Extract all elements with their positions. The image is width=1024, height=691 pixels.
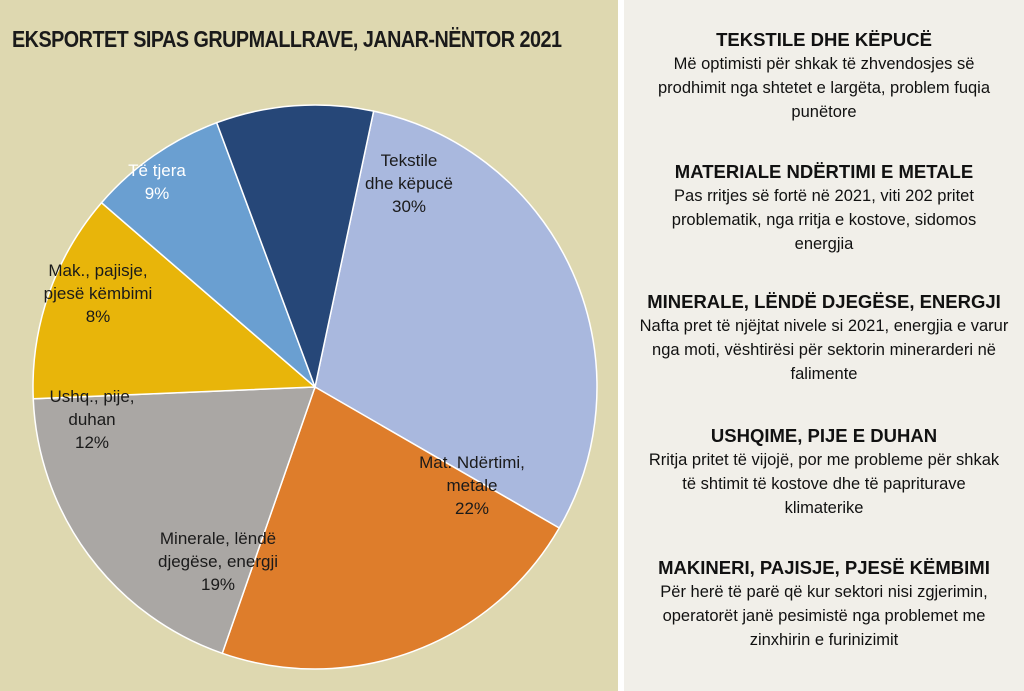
slice-name-line: Tekstile	[380, 151, 438, 170]
slice-name-line: djegëse, energji	[157, 552, 279, 571]
note-construction-metals	[624, 160, 1024, 256]
note-heading: MINERALE, LËNDË DJEGËSE, ENERGJI	[647, 291, 1001, 312]
slice-name-line: Minerale, lëndë	[159, 529, 277, 548]
note-heading: TEKSTILE DHE KËPUCË	[716, 29, 932, 50]
slice-name-line: pjesë këmbimi	[43, 284, 153, 303]
slice-name-line: Mat. Ndërtimi,	[419, 453, 525, 472]
slice-value-label: 22%	[454, 499, 490, 518]
note-text: Nafta pret të njëjtat nivele si 2021, energjia e varur nga moti, vështirësi për sektorin minerarderi në falimente	[639, 317, 1009, 383]
slice-value-label: 19%	[200, 575, 236, 594]
slice-name-line: Ushq., pije,	[49, 387, 135, 406]
slice-value-label: 8%	[85, 307, 111, 326]
note-text: Rritja pritet të vijojë, por me probleme për shkak të shtimit të kostove dhe të papriturave klimaterike	[648, 451, 1000, 517]
slice-name-line: duhan	[68, 410, 116, 429]
notes-panel	[624, 0, 1024, 691]
slice-value-label: 30%	[391, 197, 427, 216]
note-text: Për herë të parë që kur sektori nisi zgjerimin, operatorët janë pesimistë nga problemet me zinxhirin e furinizimit	[660, 583, 988, 649]
note-text: Më optimisti për shkak të zhvendosjes së prodhimit nga shtetet e largëta, problem fuqia punëtore	[657, 55, 991, 121]
note-machinery	[624, 556, 1024, 652]
chart-title: EKSPORTET SIPAS GRUPMALLRAVE, JANAR-NËNTOR 2021	[12, 26, 562, 52]
slice-name-line: dhe këpucë	[365, 174, 453, 193]
note-heading: MATERIALE NDËRTIMI E METALE	[674, 161, 974, 182]
note-food-drink-tobacco	[624, 424, 1024, 520]
slice-value-label: 12%	[74, 433, 110, 452]
note-textiles	[624, 28, 1024, 124]
note-text: Pas rritjes së fortë në 2021, viti 202 pritet problematik, nga rritja e kostove, sidomos energjia	[671, 187, 977, 253]
note-heading: USHQIME, PIJE E DUHAN	[710, 425, 938, 446]
slice-value-label: 9%	[144, 184, 170, 203]
slice-name-line: Të tjera	[128, 161, 186, 180]
note-minerals-energy	[624, 290, 1024, 386]
slice-name-line: Mak., pajisje,	[48, 261, 148, 280]
slice-name-line: metale	[446, 476, 498, 495]
note-heading: MAKINERI, PAJISJE, PJESË KËMBIMI	[658, 557, 990, 578]
